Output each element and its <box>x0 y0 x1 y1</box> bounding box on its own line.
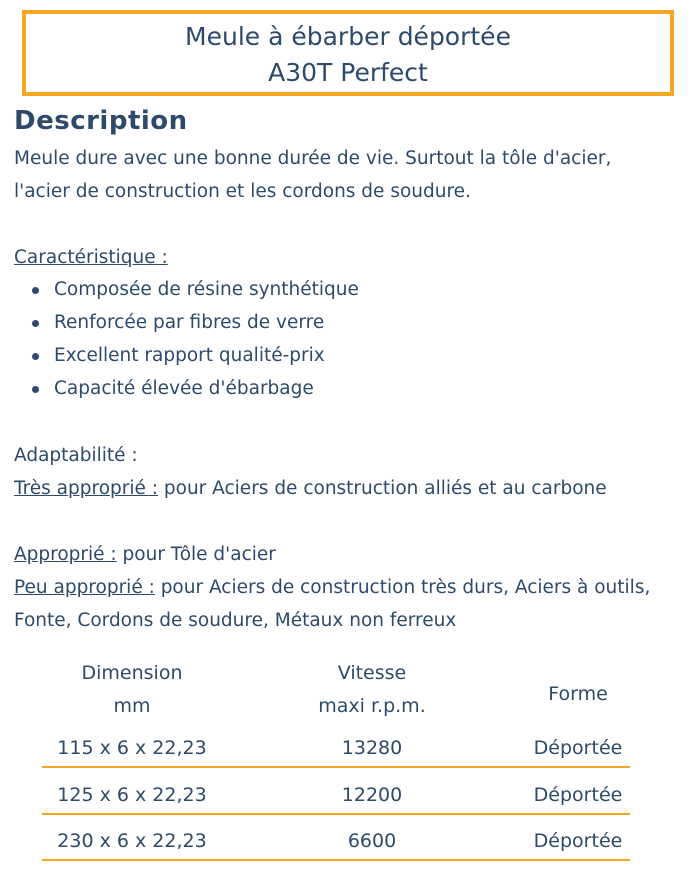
tres-approprie-label: Très approprié : <box>14 478 159 499</box>
table-row <box>42 779 630 815</box>
peu-approprie-text: pour Aciers de construction très durs, Aciers à outils, Fonte, Cordons de soudure, Métaux non ferreux <box>14 577 651 631</box>
dimension-cell: 115 x 6 x 22,23 <box>57 737 207 759</box>
adaptabilite-heading: Adaptabilité : <box>14 445 138 466</box>
vitesse-header-line2: maxi r.p.m. <box>318 695 426 717</box>
table-row <box>42 825 630 861</box>
dimension-cell: 125 x 6 x 22,23 <box>57 784 207 806</box>
dimension-header-line2: mm <box>113 695 151 717</box>
forme-cell: Déportée <box>533 784 623 806</box>
approprie-label: Approprié : <box>14 544 117 565</box>
table-row <box>42 732 630 768</box>
tres-approprie-paragraph <box>14 472 686 505</box>
list-item: Composée de résine synthétique <box>14 273 359 306</box>
caracteristique-heading: Caractéristique : <box>14 247 168 268</box>
approprie-paragraph <box>14 538 686 571</box>
vitesse-header-line1: Vitesse <box>337 662 407 684</box>
vitesse-header <box>282 657 462 723</box>
peu-approprie-paragraph <box>14 571 686 637</box>
vitesse-cell: 13280 <box>341 737 403 759</box>
description-text-line1: Meule dure avec une bonne durée de vie. Surtout la tôle d'acier, <box>14 148 612 169</box>
dimension-header <box>42 657 222 723</box>
peu-approprie-label: Peu approprié : <box>14 577 155 598</box>
dimension-cell: 230 x 6 x 22,23 <box>57 830 207 852</box>
approprie-text: pour Tôle d'acier <box>116 544 276 565</box>
vitesse-cell: 12200 <box>341 784 403 806</box>
caracteristique-list <box>14 273 359 405</box>
description-heading: Description <box>14 106 188 136</box>
forme-cell: Déportée <box>533 830 623 852</box>
list-item: Excellent rapport qualité-prix <box>14 339 359 372</box>
description-text-line2: l'acier de construction et les cordons de soudure. <box>14 181 471 202</box>
product-title-line2: A30T Perfect <box>268 58 428 87</box>
product-title-line1: Meule à ébarber déportée <box>185 22 511 51</box>
forme-header: Forme <box>548 683 608 705</box>
list-item: Capacité élevée d'ébarbage <box>14 372 359 405</box>
vitesse-cell: 6600 <box>347 830 397 852</box>
list-item: Renforcée par fibres de verre <box>14 306 359 339</box>
dimension-header-line1: Dimension <box>81 662 183 684</box>
description-text <box>14 142 686 208</box>
tres-approprie-text: pour Aciers de construction alliés et au carbone <box>158 478 607 499</box>
title-box <box>22 10 674 96</box>
forme-cell: Déportée <box>533 737 623 759</box>
